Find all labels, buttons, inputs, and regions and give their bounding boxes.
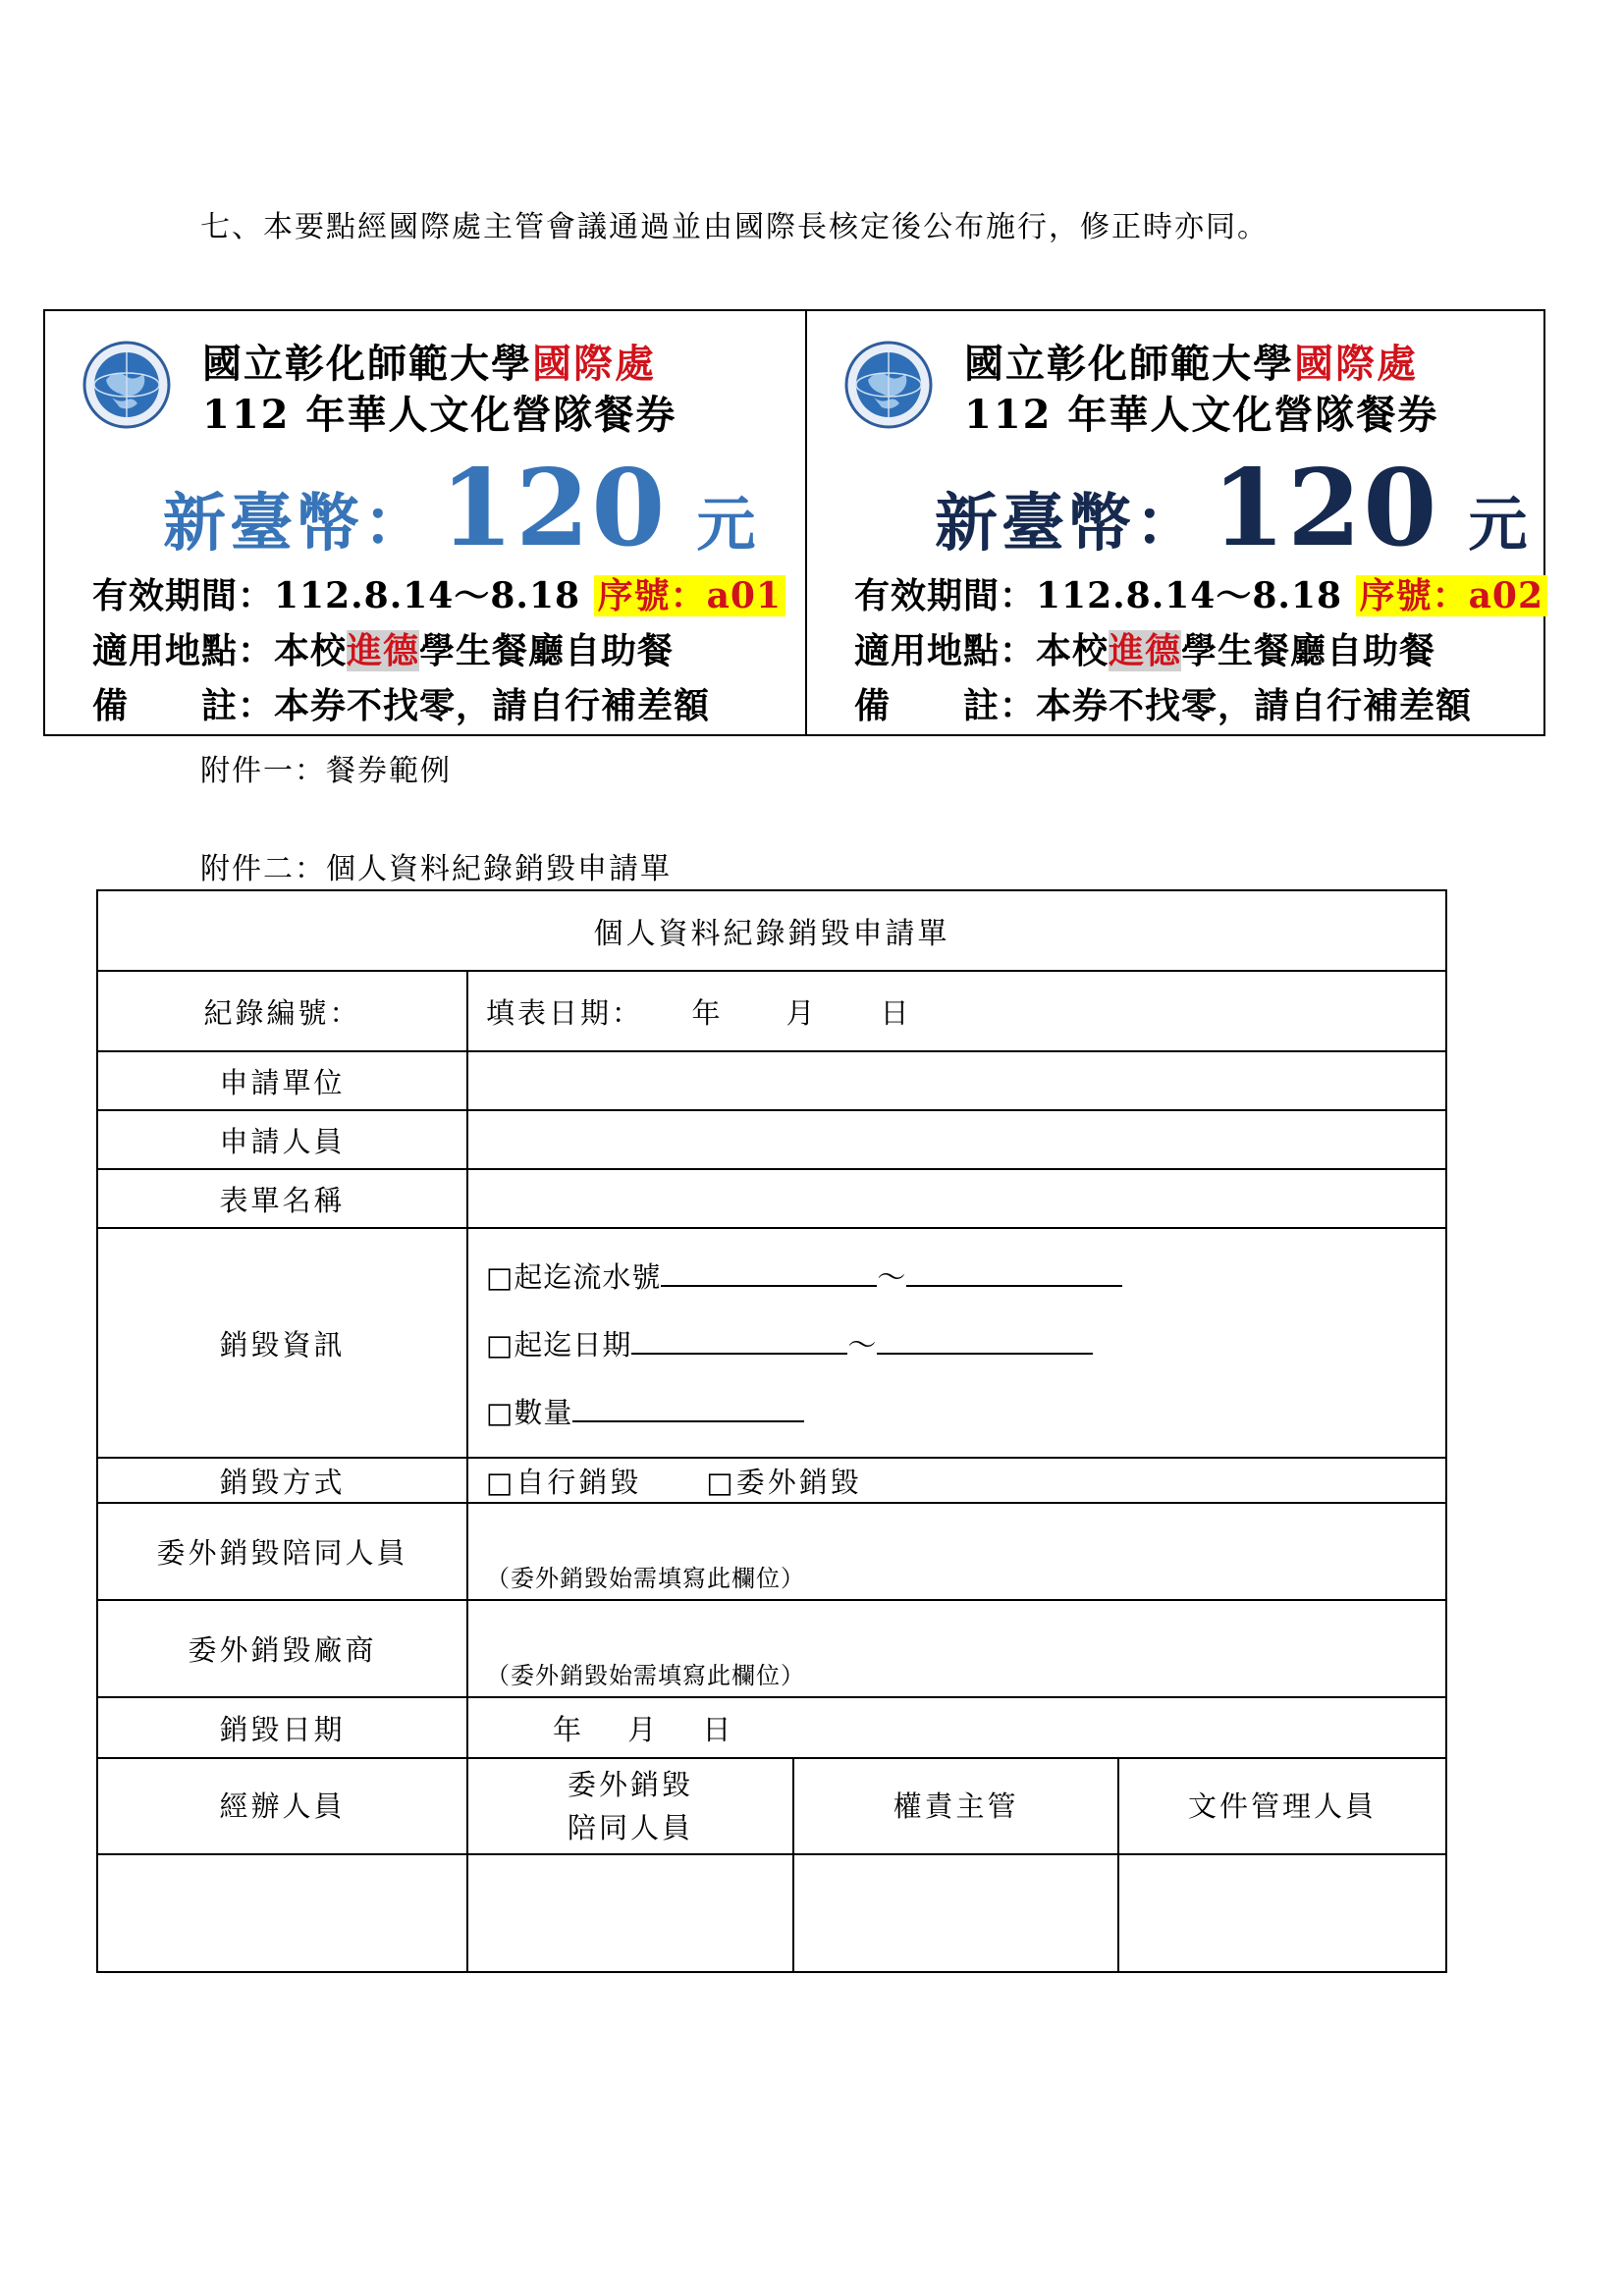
outsource-note: （委外銷毀始需填寫此欄位） [486,1662,805,1689]
signature-header-row [98,1757,1445,1853]
form-title: 個人資料紀錄銷毀申請單 [593,917,950,951]
form-name-label: 表單名稱 [98,1170,468,1227]
voucher-remark: 備 註：本券不找零，請自行補差額 [854,685,1473,726]
date-range-option[interactable]: □起迄日期 ～ [486,1323,1093,1363]
method-field [468,1459,1445,1502]
voucher-title: 國立彰化師範大學國際處 112 年華人文化營隊餐券 [202,341,677,438]
applicant-unit-field[interactable] [468,1052,1445,1109]
destroy-info-label: 銷毀資訊 [98,1229,468,1457]
fill-date-field[interactable]: 填表日期： 年 月 日 [486,995,912,1030]
destroy-info-row [98,1227,1445,1457]
form-title-row [98,891,1445,970]
record-row [98,970,1445,1050]
voucher-amount: 新臺幣：120 元 [935,447,1528,570]
meal-voucher-1 [45,311,806,734]
destroy-date-field[interactable]: 年 月 日 [553,1712,734,1746]
sig-doc-manager-label: 文件管理人員 [1187,1789,1377,1823]
applicant-row [98,1109,1445,1168]
method-row [98,1457,1445,1502]
sig-outsource-box[interactable] [468,1855,794,1971]
clause-text: 七、本要點經國際處主管會議通過並由國際長核定後公布施行，修正時亦同。 [200,210,1269,244]
outsource-staff-label: 委外銷毀陪同人員 [98,1504,468,1599]
signature-box-row [98,1853,1445,1971]
serial-badge: 序號：a01 [594,575,785,616]
voucher-title: 國立彰化師範大學國際處 112 年華人文化營隊餐券 [964,341,1439,438]
attachment-2-caption: 附件二：個人資料紀錄銷毀申請單 [200,852,672,886]
serial-range-option[interactable]: □起迄流水號 ～ [486,1255,1122,1296]
outsource-vendor-row [98,1599,1445,1696]
quantity-option[interactable]: □數量 [486,1391,804,1431]
outsource-vendor-field[interactable] [468,1601,1445,1696]
voucher-place: 適用地點：本校進德學生餐廳自助餐 [854,630,1436,671]
applicant-unit-label: 申請單位 [98,1052,468,1109]
sig-supervisor-label: 權責主管 [794,1759,1119,1853]
sig-supervisor-box[interactable] [794,1855,1119,1971]
outsource-note: （委外銷毀始需填寫此欄位） [486,1565,805,1592]
destroy-date-label: 銷毀日期 [98,1698,468,1757]
outsource-staff-row [98,1502,1445,1599]
destroy-date-row [98,1696,1445,1757]
destroy-info-field [468,1229,1445,1457]
voucher-valid-period: 有效期間：112.8.14～8.18 序號：a02 [854,568,1547,618]
sig-handler-box[interactable] [98,1855,468,1971]
method-outsource-checkbox[interactable]: □委外銷毀 [706,1465,862,1499]
outsource-staff-field[interactable] [468,1504,1445,1599]
form-name-field[interactable] [468,1170,1445,1227]
applicant-field[interactable] [468,1111,1445,1168]
outsource-vendor-label: 委外銷毀廠商 [98,1601,468,1696]
form-name-row [98,1168,1445,1227]
voucher-valid-period: 有效期間：112.8.14～8.18 序號：a01 [92,568,785,618]
record-no-label: 紀錄編號： [98,972,468,1050]
globe-logo-icon [82,341,171,429]
meal-voucher-2 [807,311,1568,734]
applicant-unit-row [98,1050,1445,1109]
voucher-amount: 新臺幣：120 元 [163,447,756,570]
sig-outsource-label: 委外銷毀 陪同人員 [468,1759,794,1853]
voucher-divider [805,309,807,736]
serial-badge: 序號：a02 [1356,575,1547,616]
method-self-checkbox[interactable]: □自行銷毀 [486,1465,642,1499]
voucher-remark: 備 註：本券不找零，請自行補差額 [92,685,711,726]
attachment-1-caption: 附件一：餐券範例 [200,754,452,788]
voucher-place: 適用地點：本校進德學生餐廳自助餐 [92,630,675,671]
globe-logo-icon [844,341,933,429]
destruction-request-form [96,889,1447,1973]
applicant-label: 申請人員 [98,1111,468,1168]
method-label: 銷毀方式 [98,1459,468,1502]
voucher-panel [43,309,1545,736]
sig-doc-manager-box[interactable] [1119,1855,1445,1971]
sig-handler-label: 經辦人員 [98,1759,468,1853]
